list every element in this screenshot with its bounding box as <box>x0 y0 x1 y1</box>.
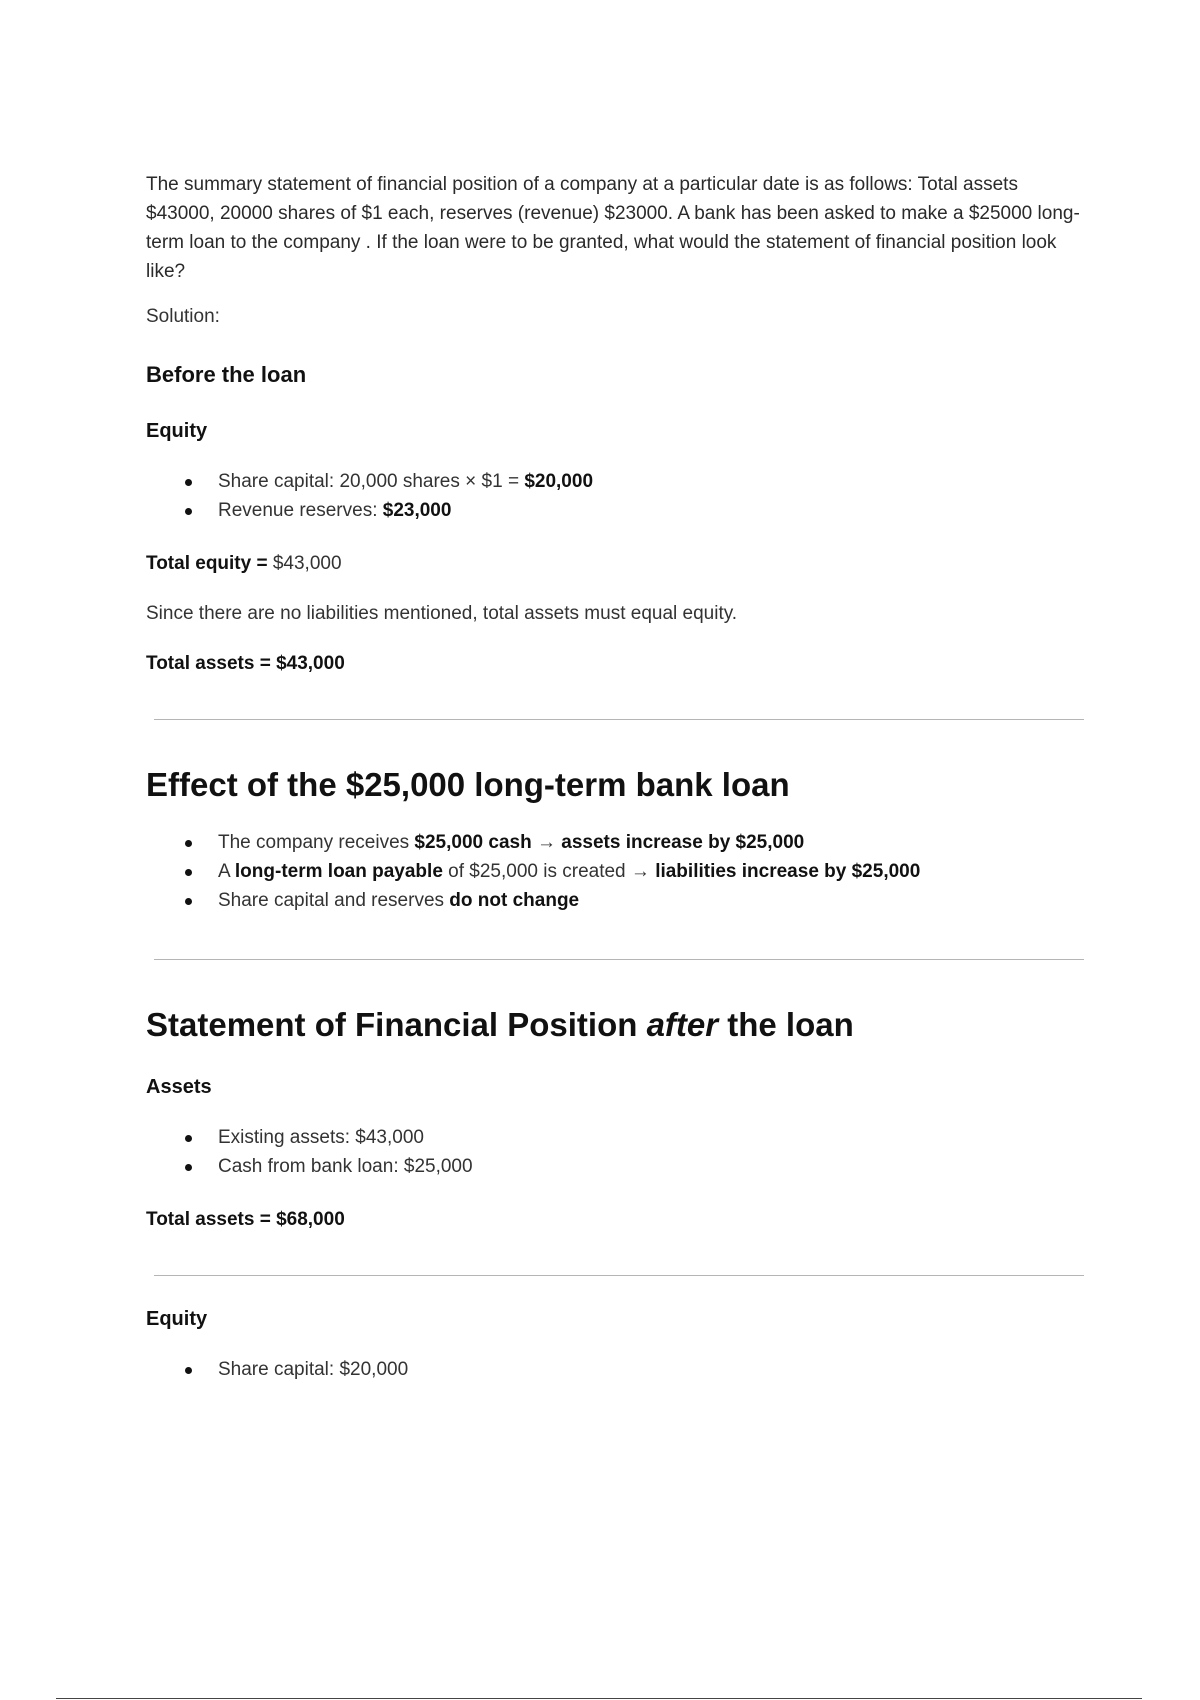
effect-heading: Effect of the $25,000 long-term bank loan <box>146 766 790 803</box>
after-assets-heading: Assets <box>146 1076 212 1098</box>
before-equity-heading: Equity <box>146 420 208 442</box>
effect-list <box>146 828 1086 915</box>
after-assets-list <box>146 1123 1086 1181</box>
list-item: Revenue reserves: $23,000 <box>218 496 1086 525</box>
list-item: A long-term loan payable of $25,000 is created → liabilities increase by $25,000 <box>218 857 1086 886</box>
before-loan-heading: Before the loan <box>146 362 307 387</box>
list-item: Share capital and reserves do not change <box>218 886 1086 915</box>
page-bottom-rule <box>56 1698 1142 1699</box>
divider <box>154 719 1084 720</box>
after-equity-heading: Equity <box>146 1308 208 1330</box>
list-item: Share capital: 20,000 shares × $1 = $20,000 <box>218 467 1086 496</box>
after-total-assets-line: Total assets = $68,000 <box>146 1209 345 1230</box>
before-total-assets-line: Total assets = $43,000 <box>146 653 345 674</box>
list-item: Cash from bank loan: $25,000 <box>218 1152 1086 1181</box>
total-equity-line: Total equity = $43,000 <box>146 553 342 574</box>
after-equity-list <box>146 1355 1086 1384</box>
document-body <box>146 170 1086 1384</box>
divider <box>154 1275 1084 1276</box>
before-equity-list <box>146 467 1086 525</box>
question-text: The summary statement of financial position of a company at a particular date is as follows: Total assets $43000, 20000 shares of $1 each, reserves (revenue) $23000. A bank has been asked to make a $25000 long-term loan to the company . If the loan were to be granted, what would the statement of financial position look like? <box>146 174 1080 282</box>
divider <box>154 959 1084 960</box>
solution-label: Solution: <box>146 306 220 327</box>
after-loan-heading: Statement of Financial Position after the loan <box>146 1006 854 1043</box>
list-item: Share capital: $20,000 <box>218 1355 1086 1384</box>
no-liabilities-note: Since there are no liabilities mentioned, total assets must equal equity. <box>146 603 738 624</box>
list-item: The company receives $25,000 cash → assets increase by $25,000 <box>218 828 1086 857</box>
list-item: Existing assets: $43,000 <box>218 1123 1086 1152</box>
